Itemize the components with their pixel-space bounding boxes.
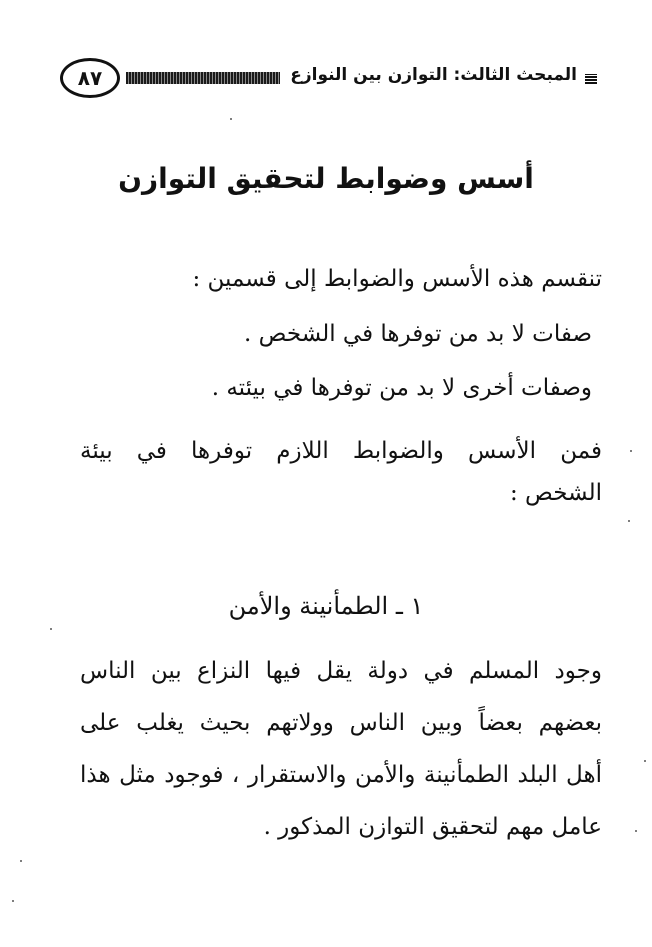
page-number: ٨٧ [60, 58, 120, 98]
scan-speck [635, 830, 637, 832]
running-title: المبحث الثالث: التوازن بين النوازع [290, 65, 577, 85]
intro-line-3: وصفات أخرى لا بد من توفرها في بيئته . [211, 375, 592, 401]
scan-speck [20, 860, 22, 862]
paragraph-line-2: بعضهم بعضاً وبين الناس وولاتهم بحيث يغلب على [80, 710, 602, 736]
scan-speck [12, 900, 14, 902]
scan-speck [230, 118, 232, 120]
scan-speck [50, 628, 52, 630]
header-decorative-rule [126, 72, 280, 84]
scan-speck [644, 760, 646, 762]
section-heading: ١ ـ الطمأنينة والأمن [228, 592, 424, 620]
scan-speck [630, 450, 632, 452]
intro-line-2: صفات لا بد من توفرها في الشخص . [244, 321, 592, 347]
page-header [60, 58, 597, 102]
header-bullet-icon [585, 74, 597, 84]
page-title: أسس وضوابط لتحقيق التوازن [118, 162, 534, 195]
intro-line-1: تنقسم هذه الأسس والضوابط إلى قسمين : [192, 266, 602, 292]
transition-line-2: الشخص : [510, 480, 602, 506]
paragraph-line-1: وجود المسلم في دولة يقل فيها النزاع بين الناس [80, 658, 602, 684]
transition-line-1: فمن الأسس والضوابط اللازم توفرها في بيئة [80, 438, 602, 464]
paragraph-line-4: عامل مهم لتحقيق التوازن المذكور . [263, 814, 602, 840]
scan-speck [628, 520, 630, 522]
paragraph-line-3: أهل البلد الطمأنينة والأمن والاستقرار ، فوجود مثل هذا [80, 762, 602, 788]
